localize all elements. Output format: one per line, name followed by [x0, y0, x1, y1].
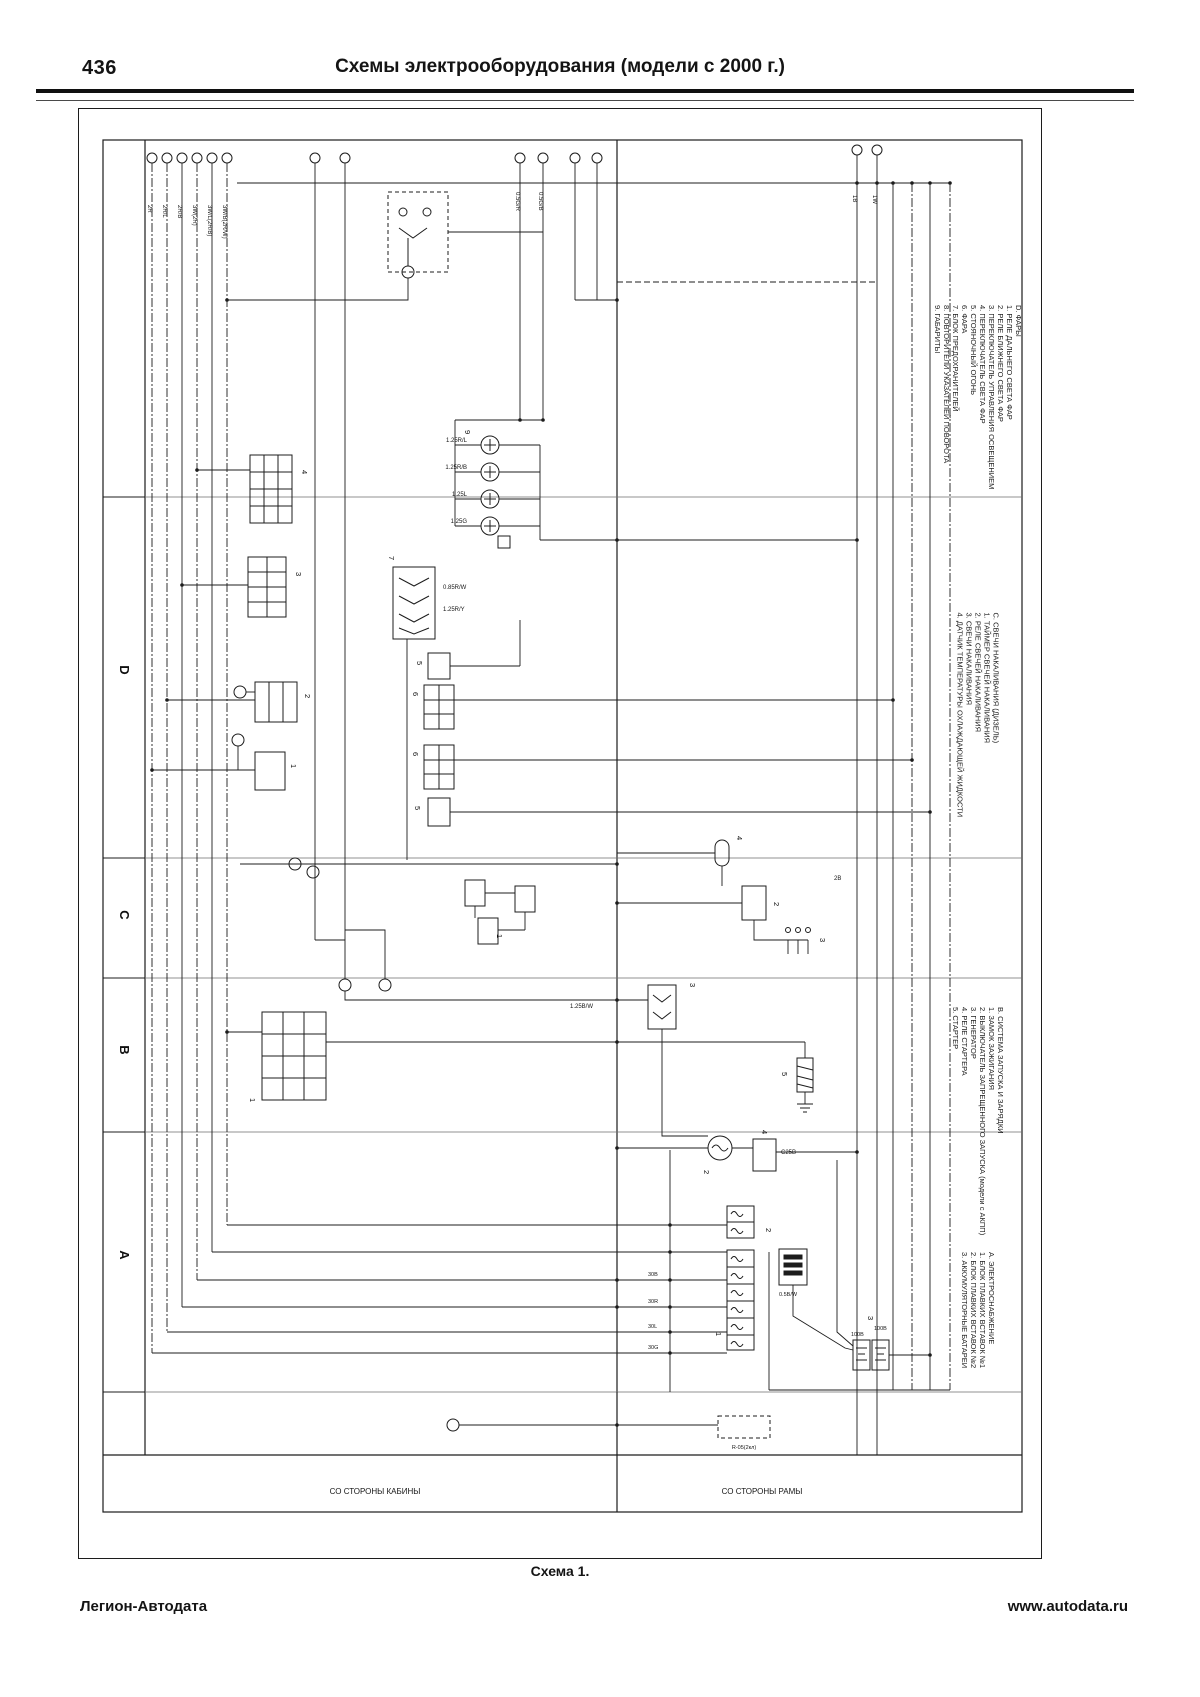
legend-item: 3. ПЕРЕКЛЮЧАТЕЛЬ УПРАВЛЕНИЯ ОСВЕЩЕНИЕМ	[987, 305, 996, 490]
wire-label: 30L	[648, 1324, 658, 1330]
legend-headlights	[933, 305, 1023, 515]
connector-block-a	[779, 1249, 807, 1285]
wire-label: 100B	[874, 1326, 887, 1332]
junction-block-1	[262, 1012, 326, 1100]
component-number: 2	[764, 1228, 773, 1233]
legend-item: 1. БЛОК ПЛАВКИХ ВСТАВОК №1	[978, 1252, 987, 1369]
wiring-lines	[152, 155, 950, 1455]
bottom-relay-box	[718, 1416, 770, 1438]
glow-plug	[806, 928, 811, 933]
legend-item: 7. БЛОК ПРЕДОХРАНИТЕЛЕЙ	[951, 305, 960, 412]
legend-power-supply	[960, 1252, 996, 1402]
wire-label: 3W/B(2R/W)	[221, 205, 227, 239]
fusible-link-block	[727, 1206, 754, 1350]
component-number: 2	[702, 1170, 711, 1175]
glow-relay-2	[742, 886, 766, 920]
battery-3	[853, 1340, 889, 1370]
glow-aux-box	[478, 918, 498, 944]
bottom-strip-labels	[330, 1487, 803, 1496]
starter-relay-4	[753, 1139, 776, 1171]
component-number: 5	[413, 806, 422, 811]
wire-label: 0.85R/W	[443, 585, 467, 591]
label-cab-side: СО СТОРОНЫ КАБИНЫ	[329, 1487, 421, 1496]
wire-label: 1.25L	[451, 492, 467, 498]
component-number: 1	[495, 934, 504, 939]
generator-2	[708, 1136, 732, 1160]
component-number: 6	[411, 692, 420, 697]
page-title: Схемы электрооборудования (модели с 2000 г.)	[335, 56, 785, 77]
legend-item: 4. ПЕРЕКЛЮЧАТЕЛЬ СВЕТА ФАР	[978, 305, 987, 424]
component-number: 9	[463, 430, 472, 435]
wire-label: 0.5G/B	[537, 192, 543, 211]
legend-item: 3. СВЕЧИ НАКАЛИВАНИЯ	[964, 612, 974, 705]
wire-label: 0.5B/W	[779, 1292, 798, 1298]
component-number: 1	[714, 1332, 723, 1337]
label-frame-side: СО СТОРОНЫ РАМЫ	[721, 1487, 803, 1496]
footer-website: www.autodata.ru	[1007, 1598, 1128, 1615]
legend-item: 1. РЕЛЕ ДАЛЬНЕГО СВЕТА ФАР	[1005, 305, 1014, 420]
connector-3	[248, 557, 286, 617]
wire-label: 30B	[648, 1272, 658, 1278]
legend-item: 2. РЕЛЕ БЛИЖНЕГО СВЕТА ФАР	[996, 305, 1005, 422]
component-number: 2	[772, 902, 781, 907]
section-letter-b: B	[117, 1045, 132, 1055]
resistor-5	[797, 1058, 813, 1112]
component-number: 4	[300, 470, 309, 475]
terminal-circles	[147, 145, 882, 1431]
wire-label: 2R/L	[161, 205, 167, 218]
wire-label: 30R	[648, 1299, 659, 1305]
wire-labels	[146, 192, 887, 1451]
ignition-switch-3	[648, 985, 676, 1029]
wire-label: R-05(2кл)	[731, 1445, 757, 1451]
glow-plug	[796, 928, 801, 933]
junction-dots	[150, 181, 952, 1427]
section-letters	[117, 665, 132, 1260]
wire-label: 30G	[648, 1345, 659, 1351]
wire-label: 1W	[871, 195, 877, 204]
component-number: 4	[760, 1130, 769, 1135]
component-number: 6	[411, 752, 420, 757]
legend-item: 3. АККУМУЛЯТОРНЫЕ БАТАРЕИ	[960, 1252, 969, 1369]
wire-label: 100B	[851, 1332, 864, 1338]
wire-label: 0.5G/R	[514, 192, 520, 212]
legend-item: 8. ПОВТОРИТЕЛИ УКАЗАТЕЛЕЙ ПОВОРОТА	[942, 305, 951, 464]
legend-item: 4. ДАТЧИК ТЕМПЕРАТУРЫ ОХЛАЖДАЮЩЕЙ ЖИДКОСТИ	[955, 612, 965, 818]
glow-relay-box	[515, 886, 535, 912]
connector-6a	[424, 685, 454, 729]
legend-title: B. СИСТЕМА ЗАПУСКА И ЗАРЯДКИ	[996, 1007, 1005, 1134]
section-letter-a: A	[117, 1250, 132, 1260]
connector-6b	[424, 745, 454, 789]
component-number: 4	[735, 836, 744, 841]
legend-item: 6. ФАРА	[960, 305, 969, 334]
legend-item: 1. ЗАМОК ЗАЖИГАНИЯ	[987, 1007, 996, 1091]
wire-label: 3W/L(2R/B)	[206, 205, 212, 237]
components	[248, 192, 889, 1438]
headlamp-circles	[481, 436, 510, 548]
connector-1	[255, 752, 285, 790]
component-number: 7	[387, 556, 396, 561]
wire-label: 2R	[146, 205, 152, 213]
wire-label: 2R/B	[176, 205, 182, 219]
footer-publisher: Легион-Автодата	[80, 1598, 208, 1615]
legend-title: C. СВЕЧИ НАКАЛИВАНИЯ (ДИЗЕЛЬ)	[991, 612, 1001, 744]
wire-label: 1.25R/Y	[443, 607, 465, 613]
component-numbers	[248, 430, 875, 1336]
legend-item: 3. ГЕНЕРАТОР	[969, 1007, 978, 1059]
frame-lines	[103, 140, 1022, 1512]
connector-5b	[428, 798, 450, 826]
page-number: 436	[82, 57, 117, 79]
wire-label: 1.25B/W	[570, 1004, 594, 1010]
coolant-sensor	[715, 840, 729, 866]
legend-glow-plugs	[955, 612, 1001, 818]
wire-label: 3W(2R)	[191, 205, 197, 226]
band-separators	[103, 497, 1022, 1392]
connector-4	[250, 455, 292, 523]
component-number: 3	[818, 938, 827, 943]
wire-label: 1.25R/L	[445, 438, 467, 444]
component-number: 3	[866, 1316, 875, 1321]
component-number: 1	[289, 764, 298, 769]
component-number: 1	[248, 1098, 257, 1103]
component-number: 5	[415, 661, 424, 666]
legend-item: 9. ГАБАРИТЫ	[933, 305, 942, 354]
legend-item: 5. СТАРТЕР	[951, 1007, 960, 1050]
connector-5a	[428, 653, 450, 679]
glow-timer-box	[465, 880, 485, 906]
component-number: 5	[780, 1072, 789, 1077]
wire-label: C25B	[781, 1150, 797, 1156]
section-letter-c: C	[117, 910, 132, 920]
light-switch-7	[393, 567, 435, 639]
legend-item: 2. РЕЛЕ СВЕЧЕЙ НАКАЛИВАНИЯ	[973, 612, 983, 732]
wire-label: 1.25R/B	[445, 465, 467, 471]
legend-item: 2. БЛОК ПЛАВКИХ ВСТАВОК №2	[969, 1252, 978, 1369]
figure-caption: Схема 1.	[530, 1563, 590, 1579]
legend-item: 2. ВЫКЛЮЧАТЕЛЬ ЗАПРЕЩЕННОГО ЗАПУСКА (модели с АКПП)	[978, 1007, 987, 1236]
component-number: 3	[688, 983, 697, 988]
wire-label: 1.25G	[450, 519, 467, 525]
wire-label: 2B	[834, 876, 842, 882]
glow-plug	[786, 928, 791, 933]
legend-title: A. ЭЛЕКТРОСНАБЖЕНИЕ	[987, 1252, 996, 1345]
legend-item: 4. РЕЛЕ СТАРТЕРА	[960, 1007, 969, 1076]
legend-start-charge	[951, 1007, 1005, 1236]
legend-item: 5. СТОЯНОЧНЫЙ ОГОНЬ	[969, 305, 978, 396]
section-letter-d: D	[117, 665, 132, 675]
component-number: 2	[303, 694, 312, 699]
wire-label: 1B	[851, 195, 857, 203]
component-number: 3	[294, 572, 303, 577]
top-relay-box	[388, 192, 448, 272]
legend-item: 1. ТАЙМЕР СВЕЧЕЙ НАКАЛИВАНИЯ	[982, 612, 992, 744]
connector-2	[255, 682, 297, 722]
legend-title: D. ФАРЫ	[1014, 305, 1023, 337]
